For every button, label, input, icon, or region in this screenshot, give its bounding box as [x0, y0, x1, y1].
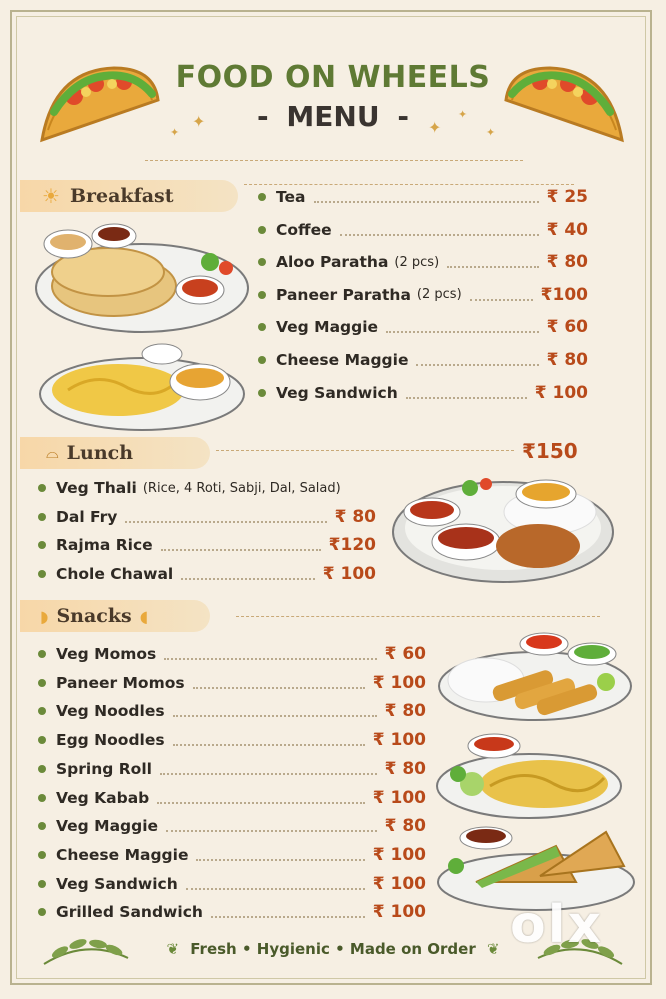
- dotted-leader: [406, 387, 527, 399]
- food-plate-icon: [434, 730, 624, 820]
- item-name: Grilled Sandwich: [56, 903, 203, 922]
- item-name: Veg Noodles: [56, 702, 165, 721]
- bullet-icon: [38, 765, 46, 773]
- item-note: (2 pcs): [394, 254, 440, 270]
- bullet-icon: [258, 291, 266, 299]
- dotted-leader: [160, 763, 377, 775]
- section-lunch: [20, 437, 210, 469]
- section-breakfast: [20, 180, 238, 212]
- item-price: ₹ 25: [546, 187, 588, 207]
- item-name: Paneer Momos: [56, 673, 185, 692]
- item-price: ₹ 100: [372, 730, 426, 751]
- item-name: Veg Sandwich: [56, 874, 178, 893]
- item-price: ₹ 60: [546, 317, 588, 338]
- item-name: Dal Fry: [56, 507, 118, 526]
- menu-item: [258, 217, 588, 243]
- menu-item: [38, 698, 426, 724]
- item-name: Veg Maggie: [56, 817, 159, 836]
- food-plate-icon: [436, 630, 634, 722]
- bullet-icon: [258, 356, 266, 364]
- menu-item: [38, 670, 426, 696]
- bullet-icon: [38, 908, 46, 916]
- item-name: Coffee: [276, 220, 332, 239]
- bullet-icon: [38, 794, 46, 802]
- bullet-icon: [38, 650, 46, 658]
- menu-item: [38, 641, 426, 667]
- dotted-leader: [125, 511, 326, 523]
- item-price: ₹ 40: [546, 219, 588, 240]
- watermark-logo: olx: [510, 895, 604, 955]
- menu-item: [258, 184, 588, 210]
- sparkle-icon: ✦: [428, 118, 442, 137]
- sun-icon: ☀: [42, 184, 60, 208]
- dotted-leader: [173, 734, 365, 746]
- bullet-icon: [38, 851, 46, 859]
- bullet-icon: [38, 513, 46, 521]
- section-snacks: [20, 600, 210, 632]
- item-name: Paneer Paratha: [276, 285, 411, 304]
- sparkle-icon: ✦: [458, 108, 468, 121]
- menu-item: [38, 756, 426, 782]
- item-name: Rajma Rice: [56, 536, 153, 555]
- food-plate-icon: [32, 218, 252, 336]
- menu-item: [258, 282, 588, 308]
- subtitle-text: MENU: [286, 100, 380, 133]
- menu-item: [38, 475, 376, 501]
- item-price: ₹ 100: [372, 873, 426, 894]
- dotted-leader: [157, 792, 364, 804]
- dotted-leader: [186, 878, 365, 890]
- menu-item: [38, 842, 426, 868]
- dotted-leader: [196, 849, 364, 861]
- menu-title: FOOD ON WHEELS: [175, 60, 491, 95]
- dotted-leader: [416, 354, 538, 366]
- bullet-icon: [38, 707, 46, 715]
- item-name: Aloo Paratha: [276, 253, 389, 272]
- item-name: Chole Chawal: [56, 565, 174, 584]
- food-plate-icon: [390, 470, 616, 586]
- section-label: Snacks: [56, 605, 132, 627]
- subtitle-dash-right: -: [397, 100, 409, 133]
- leaf-icon: ❦: [166, 940, 180, 958]
- bullet-icon: [258, 193, 266, 201]
- header-divider: [145, 160, 523, 161]
- item-name: Egg Noodles: [56, 731, 165, 750]
- menu-item: [258, 380, 588, 406]
- bullet-icon: [38, 570, 46, 578]
- menu-item: [38, 504, 376, 530]
- food-plate-icon: [38, 340, 248, 432]
- menu-item: [38, 727, 426, 753]
- item-note: (2 pcs): [416, 287, 462, 303]
- item-price: ₹ 100: [372, 902, 426, 923]
- bullet-icon: [38, 822, 46, 830]
- item-name: Tea: [276, 188, 306, 206]
- item-name: Spring Roll: [56, 759, 152, 778]
- item-name: Veg Momos: [56, 645, 157, 663]
- dotted-leader: [181, 568, 315, 580]
- item-name: Cheese Maggie: [56, 845, 189, 864]
- dotted-leader: [164, 648, 376, 660]
- sparkle-icon: ✦: [192, 112, 206, 131]
- dotted-leader: [173, 705, 377, 717]
- item-price: ₹ 80: [384, 701, 426, 722]
- item-price: ₹ 80: [384, 758, 426, 779]
- dotted-leader: [340, 224, 539, 236]
- taco-icon: ◗: [40, 606, 49, 626]
- item-price: ₹ 80: [334, 506, 376, 527]
- bullet-icon: [38, 679, 46, 687]
- bullet-icon: [258, 389, 266, 397]
- item-note: (Rice, 4 Roti, Sabji, Dal, Salad): [142, 480, 341, 496]
- taco-icon: ◖: [139, 606, 149, 626]
- menu-item: [258, 249, 588, 275]
- cloche-icon: ⌓: [46, 443, 59, 462]
- bullet-icon: [258, 226, 266, 234]
- menu-item: [258, 314, 588, 340]
- menu-item: [38, 561, 376, 587]
- sparkle-icon: ✦: [486, 126, 496, 139]
- item-price: ₹ 100: [372, 787, 426, 808]
- item-price: ₹ 100: [372, 672, 426, 693]
- dotted-leader: [386, 321, 539, 333]
- dotted-leader: [314, 191, 539, 203]
- footer-text: Fresh • Hygienic • Made on Order: [190, 940, 476, 958]
- dotted-leader: [447, 256, 538, 268]
- leaf-icon: [40, 924, 132, 970]
- bullet-icon: [258, 258, 266, 266]
- veg-thali-price: ₹150: [522, 439, 578, 463]
- menu-item: [38, 532, 376, 558]
- dotted-leader: [193, 677, 365, 689]
- section-divider: [236, 616, 600, 617]
- item-price: ₹ 80: [546, 252, 588, 273]
- item-price: ₹100: [540, 284, 588, 305]
- dotted-leader: [470, 289, 533, 301]
- sparkle-icon: ✦: [170, 126, 180, 139]
- dotted-leader: [166, 820, 377, 832]
- menu-item: [38, 785, 426, 811]
- item-name: Veg Thali: [56, 479, 137, 497]
- bullet-icon: [38, 736, 46, 744]
- item-name: Veg Maggie: [276, 318, 379, 337]
- bullet-icon: [38, 541, 46, 549]
- section-divider: [216, 450, 514, 451]
- section-label: Breakfast: [69, 185, 174, 207]
- item-price: ₹ 80: [546, 350, 588, 370]
- bullet-icon: [38, 484, 46, 492]
- menu-item: [38, 813, 426, 839]
- section-label: Lunch: [66, 442, 134, 464]
- menu-item: [38, 899, 426, 925]
- item-name: Veg Kabab: [56, 788, 150, 807]
- item-price: ₹120: [328, 535, 376, 556]
- subtitle-dash-left: -: [257, 100, 269, 133]
- item-price: ₹ 100: [534, 382, 588, 403]
- item-price: ₹ 60: [384, 644, 426, 664]
- item-price: ₹ 100: [322, 564, 376, 585]
- bullet-icon: [38, 880, 46, 888]
- dotted-leader: [161, 539, 321, 551]
- bullet-icon: [258, 323, 266, 331]
- item-name: Cheese Maggie: [276, 351, 409, 369]
- leaf-icon: ❦: [486, 940, 500, 958]
- item-name: Veg Sandwich: [276, 383, 398, 402]
- menu-item: [38, 871, 426, 897]
- item-price: ₹ 80: [384, 816, 426, 837]
- menu-item: [258, 347, 588, 373]
- item-price: ₹ 100: [372, 844, 426, 865]
- menu-subtitle: [0, 100, 666, 133]
- dotted-leader: [211, 906, 365, 918]
